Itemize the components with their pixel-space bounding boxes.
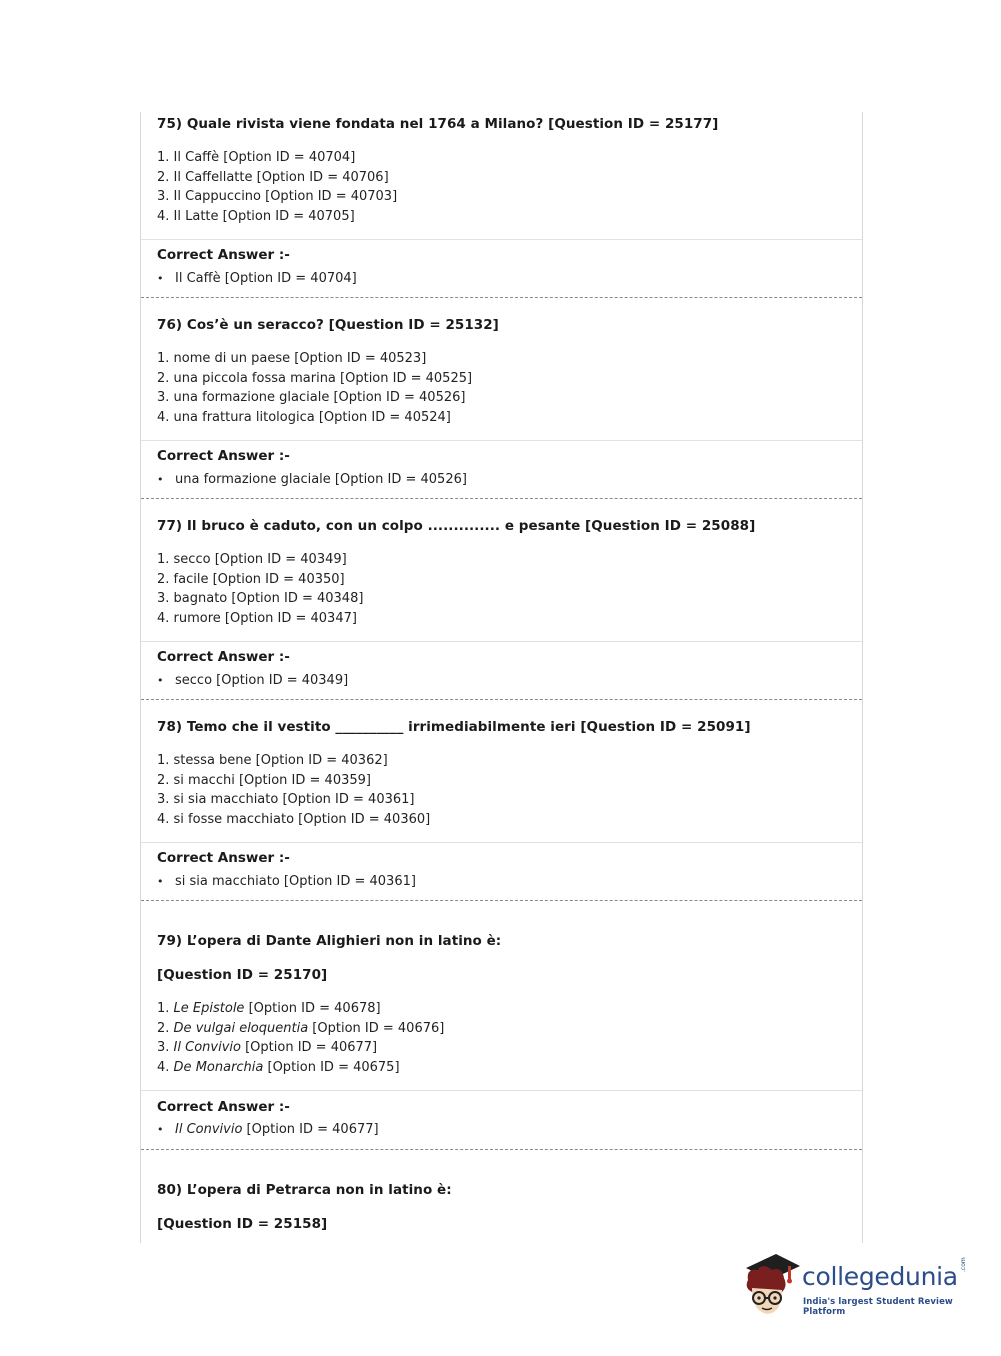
correct-answer-heading: Correct Answer :- — [157, 850, 290, 866]
option-item: 2. De vulgai eloquentia [Option ID = 40676] — [157, 1020, 445, 1036]
option-list — [157, 751, 430, 829]
brand-suffix: .com — [960, 1257, 967, 1272]
option-item: 4. rumore [Option ID = 40347] — [157, 610, 357, 626]
section-divider — [141, 641, 862, 642]
option-item: 4. si fosse macchiato [Option ID = 40360] — [157, 811, 431, 827]
question-title: 80) L’opera di Petrarca non in latino è: — [157, 1182, 452, 1198]
option-item: 3. una formazione glaciale [Option ID = 40526] — [157, 390, 466, 406]
section-divider — [141, 440, 862, 441]
correct-answer: • Il Convivio [Option ID = 40677] — [157, 1122, 379, 1137]
option-item: 4. Il Latte [Option ID = 40705] — [157, 208, 355, 224]
option-item: 3. si sia macchiato [Option ID = 40361] — [157, 792, 415, 808]
correct-answer-heading: Correct Answer :- — [157, 247, 290, 263]
option-item: 2. Il Caffellatte [Option ID = 40706] — [157, 169, 389, 185]
option-item: 1. Il Caffè [Option ID = 40704] — [157, 150, 356, 165]
question-divider — [141, 498, 862, 499]
option-list — [157, 349, 472, 427]
question-id: [Question ID = 25158] — [157, 1216, 328, 1232]
bullet-icon: • — [157, 875, 164, 888]
question-title: 77) Il bruco è caduto, con un colpo .............. e pesante [Question ID = 25088] — [157, 518, 756, 534]
question-title: 75) Quale rivista viene fondata nel 1764 a Milano? [Question ID = 25177] — [157, 116, 719, 132]
bullet-icon: • — [157, 1123, 164, 1136]
option-item: 1. stessa bene [Option ID = 40362] — [157, 753, 388, 768]
option-item: 1. nome di un paese [Option ID = 40523] — [157, 351, 427, 366]
question-title: 78) Temo che il vestito __________ irrimediabilmente ieri [Question ID = 25091] — [157, 719, 751, 735]
question-divider — [141, 297, 862, 298]
correct-answer-heading: Correct Answer :- — [157, 448, 290, 464]
correct-answer-heading: Correct Answer :- — [157, 649, 290, 665]
question-divider — [141, 1149, 862, 1150]
section-divider — [141, 842, 862, 843]
option-item: 3. Il Convivio [Option ID = 40677] — [157, 1040, 378, 1056]
question-title: 79) L’opera di Dante Alighieri non in latino è: — [157, 933, 502, 949]
mascot-icon — [742, 1250, 802, 1320]
correct-answer: • una formazione glaciale [Option ID = 40526] — [157, 472, 467, 487]
option-item: 3. bagnato [Option ID = 40348] — [157, 591, 364, 607]
collegedunia-logo — [742, 1250, 972, 1320]
bullet-icon: • — [157, 272, 164, 285]
section-divider — [141, 1090, 862, 1091]
option-item: 2. si macchi [Option ID = 40359] — [157, 772, 371, 788]
question-id: [Question ID = 25170] — [157, 967, 328, 983]
option-item: 2. facile [Option ID = 40350] — [157, 571, 345, 587]
correct-answer: • Il Caffè [Option ID = 40704] — [157, 271, 357, 286]
question-sheet — [140, 112, 863, 1243]
bullet-icon: • — [157, 473, 164, 486]
brand-name: collegedunia — [802, 1262, 958, 1291]
option-item: 1. secco [Option ID = 40349] — [157, 552, 347, 567]
question-title: 76) Cos’è un seracco? [Question ID = 25132] — [157, 317, 499, 333]
correct-answer: • si sia macchiato [Option ID = 40361] — [157, 874, 416, 889]
option-list — [157, 999, 444, 1077]
correct-answer-heading: Correct Answer :- — [157, 1099, 290, 1115]
option-item: 3. Il Cappuccino [Option ID = 40703] — [157, 189, 398, 205]
option-list — [157, 148, 397, 226]
option-item: 4. una frattura litologica [Option ID = 40524] — [157, 409, 451, 425]
question-divider — [141, 699, 862, 700]
section-divider — [141, 239, 862, 240]
option-item: 4. De Monarchia [Option ID = 40675] — [157, 1059, 400, 1075]
option-item: 1. Le Epistole [Option ID = 40678] — [157, 1001, 381, 1016]
option-list — [157, 550, 363, 628]
option-item: 2. una piccola fossa marina [Option ID = 40525] — [157, 370, 473, 386]
question-divider — [141, 900, 862, 901]
correct-answer: • secco [Option ID = 40349] — [157, 673, 349, 688]
bullet-icon: • — [157, 674, 164, 687]
brand-tagline: India's largest Student Review Platform — [803, 1297, 953, 1317]
